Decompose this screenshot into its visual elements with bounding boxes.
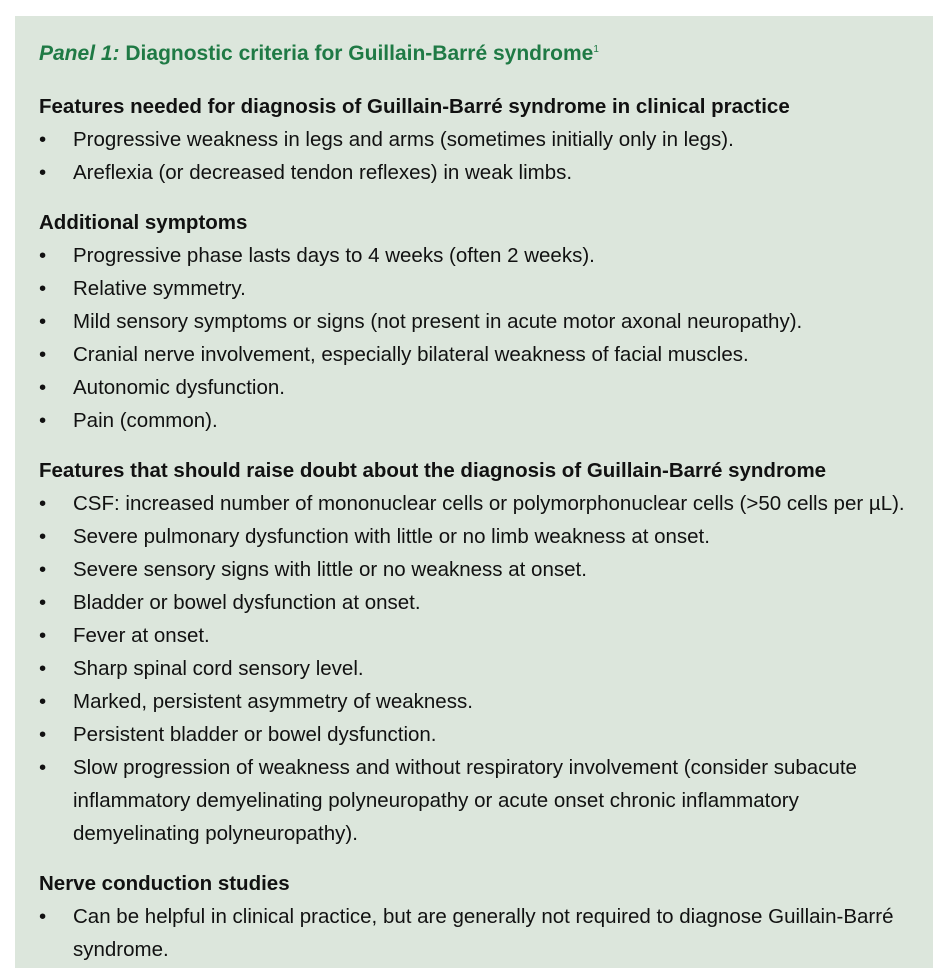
list-item bbox=[39, 272, 919, 305]
bullet-icon: • bbox=[39, 591, 47, 614]
section-heading: Additional symptoms bbox=[39, 211, 248, 234]
list-item bbox=[39, 404, 919, 437]
list-item bbox=[39, 751, 919, 850]
list-item-text: Severe sensory signs with little or no weakness at onset. bbox=[73, 558, 587, 581]
list-item-text: Can be helpful in clinical practice, but are generally not required to diagnose Guillain-Barré syndrome. bbox=[73, 905, 894, 961]
list-item-text: Cranial nerve involvement, especially bilateral weakness of facial muscles. bbox=[73, 343, 749, 366]
list-item bbox=[39, 553, 919, 586]
bullet-icon: • bbox=[39, 343, 47, 366]
bullet-icon: • bbox=[39, 723, 47, 746]
bullet-icon: • bbox=[39, 624, 47, 647]
bullet-icon: • bbox=[39, 310, 47, 333]
list-item-text: Fever at onset. bbox=[73, 624, 210, 647]
list-item bbox=[39, 685, 919, 718]
list-item-text: Mild sensory symptoms or signs (not present in acute motor axonal neuropathy). bbox=[73, 310, 803, 333]
bullet-icon: • bbox=[39, 277, 47, 300]
bullet-icon: • bbox=[39, 657, 47, 680]
list-item-text: Persistent bladder or bowel dysfunction. bbox=[73, 723, 437, 746]
criteria-list bbox=[39, 239, 919, 437]
list-item-text: Progressive phase lasts days to 4 weeks (often 2 weeks). bbox=[73, 244, 595, 267]
list-item-text: Pain (common). bbox=[73, 409, 218, 432]
section-heading: Features needed for diagnosis of Guillain-Barré syndrome in clinical practice bbox=[39, 95, 790, 118]
list-item-text: Slow progression of weakness and without respiratory involvement (consider subacute inflammatory demyelinating polyneuropathy or acute onset chronic inflammatory demyelinating polyneuropathy). bbox=[73, 756, 857, 845]
list-item bbox=[39, 305, 919, 338]
list-item bbox=[39, 900, 919, 966]
section-heading: Nerve conduction studies bbox=[39, 872, 290, 895]
list-item-text: Bladder or bowel dysfunction at onset. bbox=[73, 591, 421, 614]
list-item-text: CSF: increased number of mononuclear cells or polymorphonuclear cells (>50 cells per µL). bbox=[73, 492, 905, 515]
list-item-text: Areflexia (or decreased tendon reflexes) in weak limbs. bbox=[73, 161, 573, 184]
bullet-icon: • bbox=[39, 244, 47, 267]
list-item bbox=[39, 520, 919, 553]
bullet-icon: • bbox=[39, 558, 47, 581]
bullet-icon: • bbox=[39, 905, 47, 928]
list-item bbox=[39, 156, 919, 189]
bullet-icon: • bbox=[39, 409, 47, 432]
list-item bbox=[39, 586, 919, 619]
list-item-text: Progressive weakness in legs and arms (sometimes initially only in legs). bbox=[73, 128, 734, 151]
list-item bbox=[39, 338, 919, 371]
list-item bbox=[39, 239, 919, 272]
list-item-text: Autonomic dysfunction. bbox=[73, 376, 285, 399]
criteria-section bbox=[39, 454, 919, 850]
criteria-panel bbox=[15, 16, 933, 968]
criteria-list bbox=[39, 123, 919, 189]
list-item bbox=[39, 718, 919, 751]
sections-container bbox=[39, 90, 919, 966]
list-item-text: Severe pulmonary dysfunction with little or no limb weakness at onset. bbox=[73, 525, 710, 548]
bullet-icon: • bbox=[39, 492, 47, 515]
criteria-list bbox=[39, 900, 919, 966]
bullet-icon: • bbox=[39, 690, 47, 713]
list-item bbox=[39, 371, 919, 404]
bullet-icon: • bbox=[39, 161, 47, 184]
bullet-icon: • bbox=[39, 128, 47, 151]
panel-title bbox=[39, 35, 919, 69]
criteria-list bbox=[39, 487, 919, 850]
list-item bbox=[39, 123, 919, 156]
criteria-section bbox=[39, 867, 919, 966]
list-item bbox=[39, 652, 919, 685]
panel-title-text: Diagnostic criteria for Guillain-Barré syndrome bbox=[125, 42, 594, 65]
section-heading: Features that should raise doubt about the diagnosis of Guillain-Barré syndrome bbox=[39, 459, 827, 482]
criteria-section bbox=[39, 206, 919, 437]
list-item-text: Relative symmetry. bbox=[73, 277, 246, 300]
panel-reference: 1 bbox=[593, 44, 599, 55]
list-item bbox=[39, 487, 919, 520]
list-item bbox=[39, 619, 919, 652]
criteria-section bbox=[39, 90, 919, 189]
bullet-icon: • bbox=[39, 756, 47, 779]
list-item-text: Sharp spinal cord sensory level. bbox=[73, 657, 364, 680]
list-item-text: Marked, persistent asymmetry of weakness. bbox=[73, 690, 473, 713]
panel-label: Panel 1: bbox=[39, 42, 120, 65]
bullet-icon: • bbox=[39, 376, 47, 399]
bullet-icon: • bbox=[39, 525, 47, 548]
